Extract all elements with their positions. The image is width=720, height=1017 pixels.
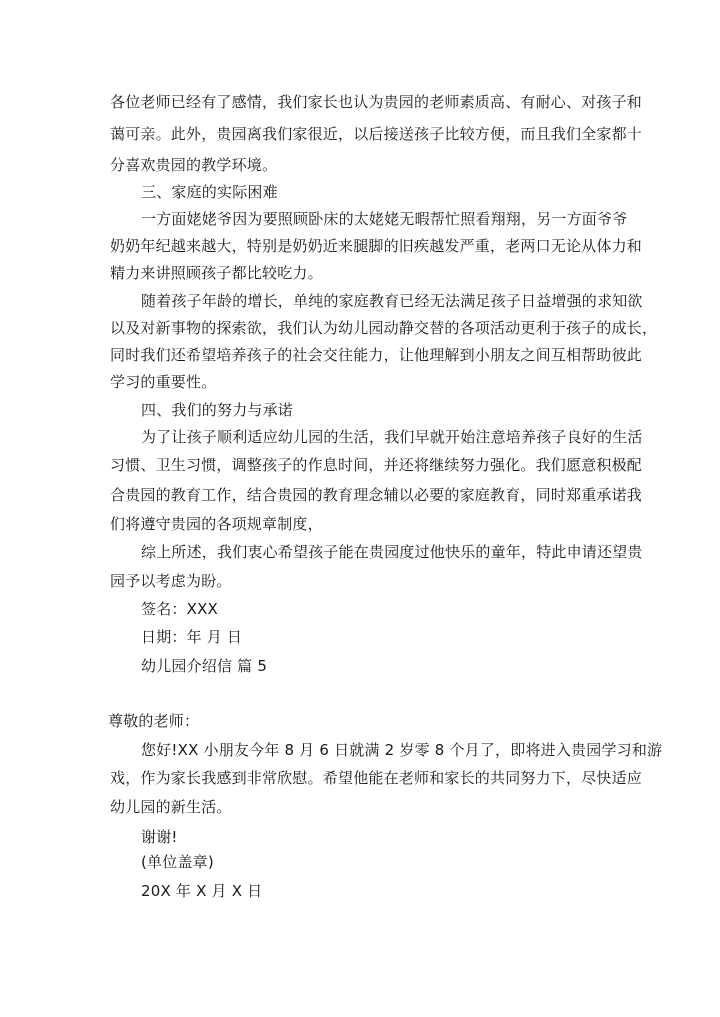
paragraph-line: 精力来讲照顾孩子都比较吃力。 <box>110 264 323 282</box>
paragraph-line: 为了让孩子顺利适应幼儿园的生活，我们早就开始注意培养孩子良好的生活 <box>141 428 643 446</box>
section-heading: 三、家庭的实际困难 <box>141 183 278 201</box>
section-title: 幼儿园介绍信 篇 5 <box>141 657 268 675</box>
paragraph-line: 习惯、卫生习惯，调整孩子的作息时间，并还将继续努力强化。我们愿意积极配 <box>110 456 643 474</box>
paragraph-line: 一方面姥姥爷因为要照顾卧床的太姥姥无暇帮忙照看翔翔，另一方面爷爷 <box>141 210 628 228</box>
paragraph-line: 综上所述，我们衷心希望孩子能在贵园度过他快乐的童年，特此申请还望贵 <box>141 543 643 561</box>
date-line: 日期：年 月 日 <box>141 628 243 646</box>
date-line: 20X 年 X 月 X 日 <box>141 882 263 900</box>
paragraph-line: 蔼可亲。此外，贵园离我们家很近，以后接送孩子比较方便，而且我们全家都十 <box>110 125 643 143</box>
thanks-line: 谢谢! <box>141 828 178 846</box>
signature-line: 签名：XXX <box>141 600 219 618</box>
paragraph-line: 们将遵守贵园的各项规章制度， <box>110 515 323 533</box>
section-heading: 四、我们的努力与承诺 <box>141 401 294 419</box>
paragraph-line: 您好!XX 小朋友今年 8 月 6 日就满 2 岁零 8 个月了，即将进入贵园学习和游 <box>141 741 663 759</box>
paragraph-line: 奶奶年纪越来越大，特别是奶奶近来腿脚的旧疾越发严重，老两口无论从体力和 <box>110 237 643 255</box>
paragraph-line: 幼儿园的新生活。 <box>110 798 232 816</box>
paragraph-line: 各位老师已经有了感情，我们家长也认为贵园的老师素质高、有耐心、对孩子和 <box>110 93 643 111</box>
stamp-line: (单位盖章) <box>141 853 214 871</box>
paragraph-line: 学习的重要性。 <box>110 373 217 391</box>
paragraph-line: 戏，作为家长我感到非常欣慰。希望他能在老师和家长的共同努力下，尽快适应 <box>110 769 643 787</box>
paragraph-line: 分喜欢贵园的教学环境。 <box>110 156 278 174</box>
paragraph-line: 以及对新事物的探索欲，我们认为幼儿园动静交替的各项活动更利于孩子的成长， <box>110 319 658 337</box>
salutation: 尊敬的老师： <box>108 712 200 730</box>
paragraph-line: 合贵园的教育工作，结合贵园的教育理念辅以必要的家庭教育，同时郑重承诺我 <box>110 486 643 504</box>
paragraph-line: 随着孩子年龄的增长，单纯的家庭教育已经无法满足孩子日益增强的求知欲 <box>141 292 643 310</box>
paragraph-line: 园予以考虑为盼。 <box>110 572 232 590</box>
paragraph-line: 同时我们还希望培养孩子的社会交往能力，让他理解到小朋友之间互相帮助彼此 <box>110 346 643 364</box>
